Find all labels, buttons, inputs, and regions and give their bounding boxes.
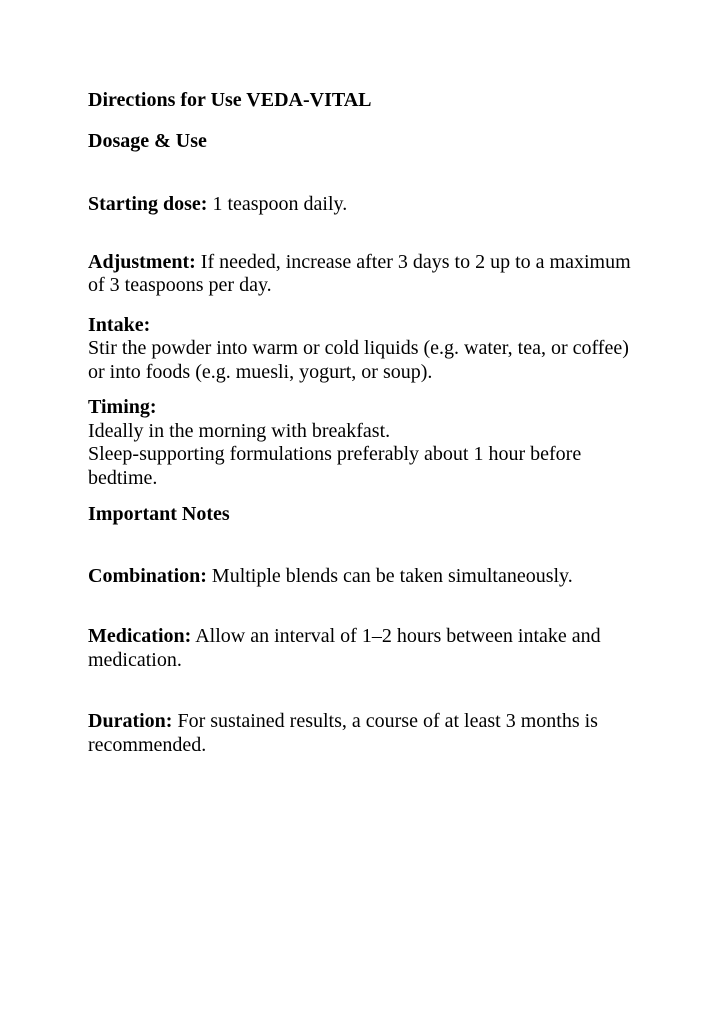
- section-heading-dosage-and-use: Dosage & Use: [88, 129, 207, 152]
- paragraph-timing: [88, 396, 640, 490]
- text-medication: Allow an interval of 1–2 hours between intake and medication.: [88, 625, 601, 671]
- label-timing: Timing:: [88, 396, 157, 418]
- text-combination: Multiple blends can be taken simultaneously.: [211, 564, 573, 587]
- paragraph-starting-dose: [88, 193, 640, 217]
- paragraph-intake: [88, 314, 640, 385]
- text-intake: Stir the powder into warm or cold liquids (e.g. water, tea, or coffee) or into foods (e.g. muesli, yogurt, or soup).: [88, 337, 629, 383]
- text-duration: For sustained results, a course of at least 3 months is recommended.: [88, 710, 598, 756]
- text-timing-line1: Ideally in the morning with breakfast.: [88, 419, 391, 442]
- paragraph-adjustment: [88, 251, 640, 298]
- text-timing-line2: Sleep-supporting formulations preferably about 1 hour before bedtime.: [88, 443, 582, 489]
- paragraph-combination: [88, 565, 640, 589]
- label-medication: Medication:: [88, 625, 192, 647]
- label-combination: Combination:: [88, 564, 207, 587]
- text-adjustment: If needed, increase after 3 days to 2 up to a maximum of 3 teaspoons per day.: [88, 250, 631, 296]
- label-duration: Duration:: [88, 710, 173, 732]
- section-heading-important-notes: Important Notes: [88, 503, 230, 525]
- paragraph-duration: [88, 710, 640, 757]
- paragraph-medication: [88, 625, 640, 672]
- label-starting-dose: Starting dose:: [88, 193, 208, 215]
- label-intake: Intake:: [88, 313, 151, 336]
- document-title: Directions for Use VEDA-VITAL: [88, 89, 372, 111]
- label-adjustment: Adjustment:: [88, 250, 196, 273]
- text-starting-dose: 1 teaspoon daily.: [212, 193, 348, 215]
